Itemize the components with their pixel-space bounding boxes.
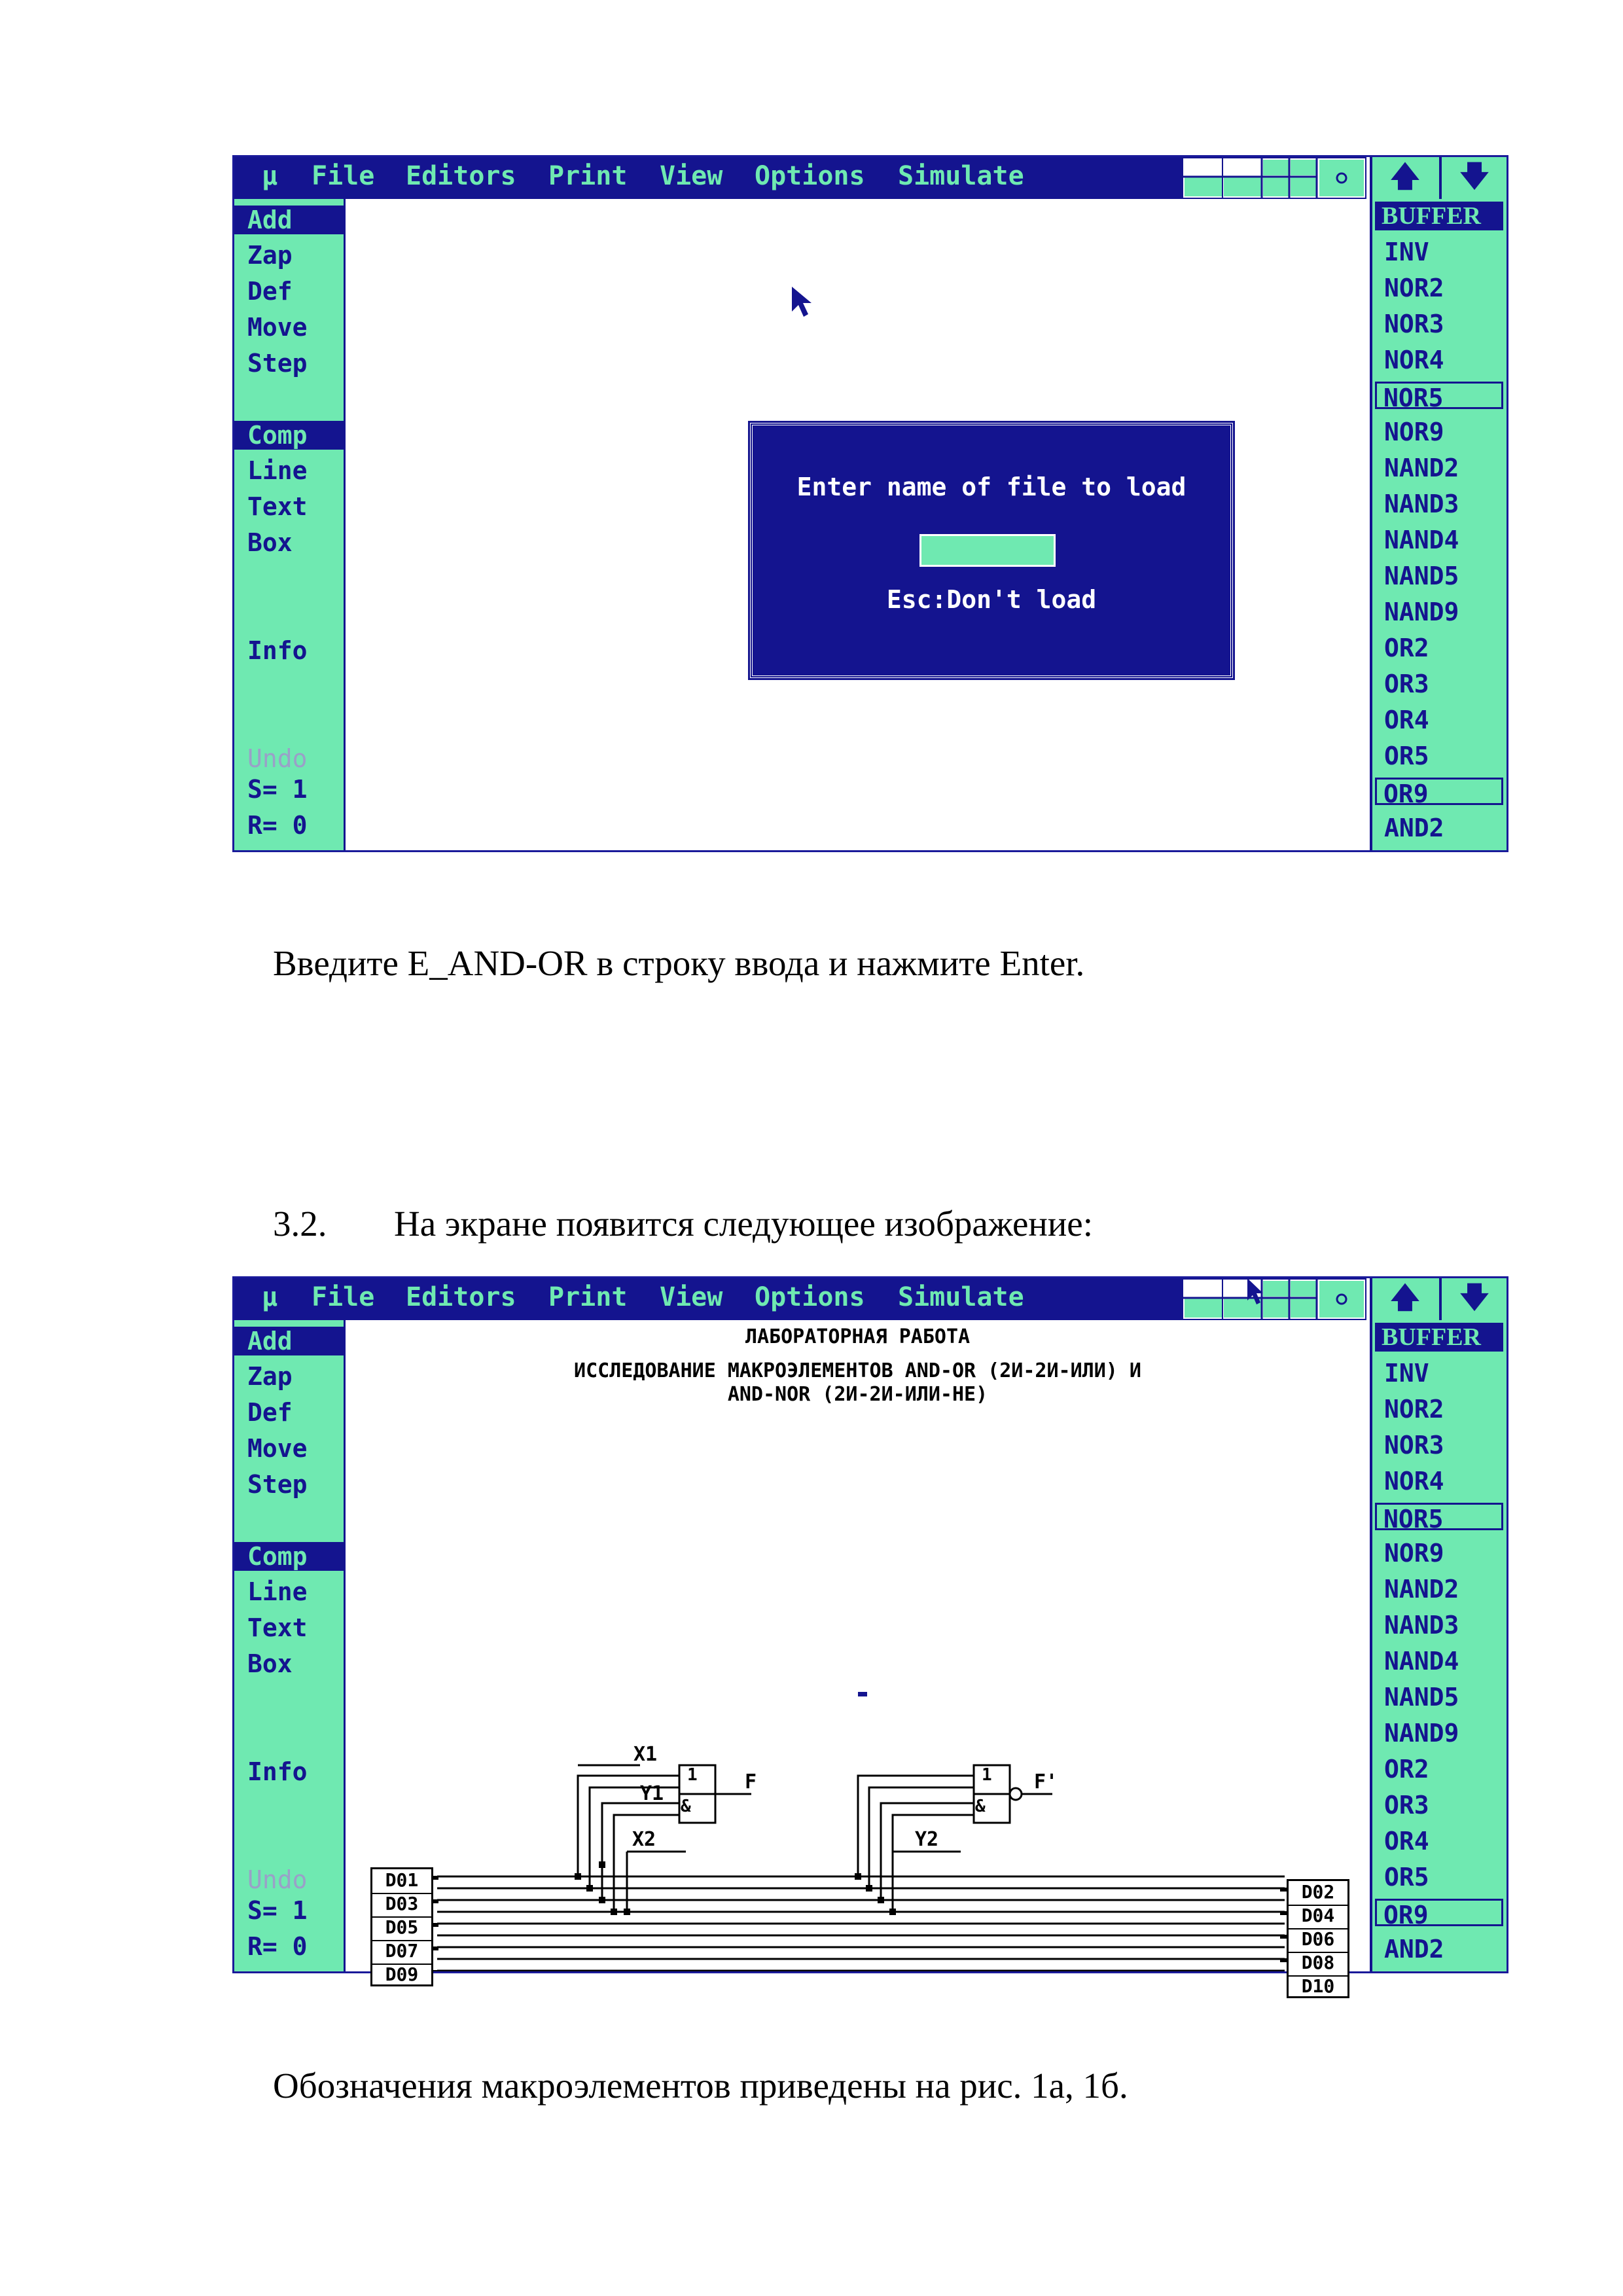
component-or3[interactable]: OR3	[1384, 1791, 1429, 1820]
tool-add[interactable]: Add	[234, 1327, 344, 1355]
component-nor5[interactable]: NOR5	[1375, 382, 1503, 409]
component-inv[interactable]: INV	[1384, 1359, 1429, 1388]
label-y1: Y1	[640, 1782, 664, 1805]
window-layout-icon[interactable]	[1183, 1278, 1365, 1320]
label-y2: Y2	[915, 1828, 939, 1851]
dialog-prompt: Enter name of file to load	[796, 473, 1186, 501]
component-nor3[interactable]: NOR3	[1384, 1431, 1444, 1460]
component-nor5[interactable]: NOR5	[1375, 1503, 1503, 1530]
component-or2[interactable]: OR2	[1384, 634, 1429, 662]
label-x2: X2	[632, 1828, 656, 1851]
scroll-down-icon[interactable]: 🡇	[1459, 1281, 1489, 1314]
circuit-title: ЛАБОРАТОРНАЯ РАБОТА	[745, 1325, 971, 1348]
scroll-arrows	[1370, 157, 1507, 199]
s-value: S= 1	[247, 775, 308, 804]
label-x1: X1	[633, 1743, 658, 1766]
scroll-up-icon[interactable]: 🡅	[1390, 1281, 1420, 1314]
circuit-diagram	[346, 1320, 1370, 1971]
component-nor4[interactable]: NOR4	[1384, 346, 1444, 374]
tool-line[interactable]: Line	[247, 456, 308, 485]
input-d03[interactable]: D03	[372, 1893, 431, 1918]
component-nand2[interactable]: NAND2	[1384, 454, 1459, 482]
tool-comp[interactable]: Comp	[234, 421, 344, 450]
component-and2[interactable]: AND2	[1384, 814, 1444, 842]
tool-panel	[234, 1320, 346, 1971]
drawing-canvas[interactable]	[346, 199, 1370, 850]
tool-step[interactable]: Step	[247, 1470, 308, 1499]
component-or2[interactable]: OR2	[1384, 1755, 1429, 1784]
component-nor3[interactable]: NOR3	[1384, 310, 1444, 338]
circuit-subtitle-2: AND-NOR (2И-2И-ИЛИ-НЕ)	[727, 1383, 988, 1406]
menu-editors[interactable]: Editors	[406, 1282, 516, 1312]
scroll-arrows	[1370, 1278, 1507, 1320]
load-file-dialog	[750, 423, 1233, 678]
tool-info[interactable]: Info	[247, 636, 308, 665]
menu-mu[interactable]: µ	[262, 1282, 278, 1312]
gate1-or-symbol: 1	[687, 1765, 698, 1785]
tool-info[interactable]: Info	[247, 1757, 308, 1786]
component-nand5[interactable]: NAND5	[1384, 562, 1459, 590]
menu-simulate[interactable]: Simulate	[898, 1282, 1024, 1312]
circuit-canvas[interactable]	[346, 1320, 1370, 1997]
instruction-text: Введите E_AND-OR в строку ввода и нажмите Enter.	[273, 943, 1085, 983]
component-nand5[interactable]: NAND5	[1384, 1683, 1459, 1712]
left-input-block	[370, 1867, 433, 1986]
label-f-prime: F'	[1034, 1770, 1058, 1793]
label-f: F	[745, 1770, 757, 1793]
gate1-and-symbol: &	[681, 1797, 691, 1816]
scroll-up-icon[interactable]: 🡅	[1390, 160, 1420, 193]
caption-text: Обозначения макроэлементов приведены на рис. 1а, 1б.	[273, 2066, 1128, 2106]
menu-mu[interactable]: µ	[262, 161, 278, 191]
r-value: R= 0	[247, 1932, 308, 1961]
menu-bar	[234, 157, 1366, 199]
component-nor4[interactable]: NOR4	[1384, 1467, 1444, 1496]
tool-move[interactable]: Move	[247, 313, 308, 342]
s-value: S= 1	[247, 1896, 308, 1925]
component-nand2[interactable]: NAND2	[1384, 1575, 1459, 1604]
gate2-or-symbol: 1	[982, 1765, 992, 1785]
input-d06[interactable]: D06	[1289, 1928, 1347, 1953]
section-text: На экране появится следующее изображение:	[394, 1204, 1093, 1244]
screenshot-2	[232, 1276, 1508, 1997]
menu-options[interactable]: Options	[755, 161, 865, 191]
r-value: R= 0	[247, 811, 308, 840]
input-d08[interactable]: D08	[1289, 1952, 1347, 1977]
component-list	[1370, 199, 1507, 850]
component-list	[1370, 1320, 1507, 1971]
component-or4[interactable]: OR4	[1384, 706, 1429, 734]
component-inv[interactable]: INV	[1384, 238, 1429, 266]
menu-print[interactable]: Print	[548, 161, 628, 191]
circuit-subtitle-1: ИССЛЕДОВАНИЕ МАКРОЭЛЕМЕНТОВ AND-OR (2И-2И-ИЛИ) И	[574, 1359, 1141, 1382]
tool-zap[interactable]: Zap	[247, 1362, 293, 1391]
dialog-escape-hint: Esc:Don't load	[886, 585, 1097, 614]
tool-line[interactable]: Line	[247, 1577, 308, 1606]
gate2-and-symbol: &	[975, 1797, 986, 1816]
input-d10[interactable]: D10	[1301, 1975, 1335, 1997]
tool-box[interactable]: Box	[247, 528, 293, 557]
tool-step[interactable]: Step	[247, 349, 308, 378]
menu-editors[interactable]: Editors	[406, 161, 516, 191]
input-d04[interactable]: D04	[1289, 1905, 1347, 1929]
component-nand9[interactable]: NAND9	[1384, 1719, 1459, 1748]
menu-options[interactable]: Options	[755, 1282, 865, 1312]
window-layout-icon[interactable]	[1183, 157, 1365, 199]
component-nand3[interactable]: NAND3	[1384, 490, 1459, 518]
component-nor2[interactable]: NOR2	[1384, 1395, 1444, 1424]
input-d09[interactable]: D09	[385, 1964, 419, 1985]
component-nor2[interactable]: NOR2	[1384, 274, 1444, 302]
input-d05[interactable]: D05	[372, 1916, 431, 1941]
tool-def[interactable]: Def	[247, 1398, 293, 1427]
component-buffer[interactable]: BUFFER	[1375, 202, 1503, 230]
filename-input[interactable]	[919, 534, 1056, 567]
component-nand3[interactable]: NAND3	[1384, 1611, 1459, 1640]
component-nand4[interactable]: NAND4	[1384, 1647, 1459, 1676]
tool-text[interactable]: Text	[247, 1613, 308, 1642]
component-nor9[interactable]: NOR9	[1384, 418, 1444, 446]
component-or9[interactable]: OR9	[1375, 1899, 1503, 1926]
component-nand9[interactable]: NAND9	[1384, 598, 1459, 626]
component-or4[interactable]: OR4	[1384, 1827, 1429, 1856]
menu-simulate[interactable]: Simulate	[898, 161, 1024, 191]
section-number: 3.2.	[273, 1204, 327, 1244]
tool-panel	[234, 199, 346, 850]
menu-view[interactable]: View	[660, 161, 723, 191]
tool-box[interactable]: Box	[247, 1649, 293, 1678]
menu-print[interactable]: Print	[548, 1282, 628, 1312]
component-nor9[interactable]: NOR9	[1384, 1539, 1444, 1568]
right-input-block	[1287, 1879, 1349, 1998]
mouse-cursor-icon	[791, 285, 817, 325]
tool-undo[interactable]: Undo	[247, 744, 308, 773]
input-d01[interactable]: D01	[372, 1869, 431, 1894]
component-or5[interactable]: OR5	[1384, 1863, 1429, 1892]
component-buffer[interactable]: BUFFER	[1375, 1323, 1503, 1352]
menu-file[interactable]: File	[312, 1282, 375, 1312]
tool-comp[interactable]: Comp	[234, 1542, 344, 1571]
component-or3[interactable]: OR3	[1384, 670, 1429, 698]
tool-text[interactable]: Text	[247, 492, 308, 521]
tool-zap[interactable]: Zap	[247, 241, 293, 270]
screenshot-1	[232, 155, 1508, 852]
component-and2[interactable]: AND2	[1384, 1935, 1444, 1964]
component-or5[interactable]: OR5	[1384, 742, 1429, 770]
menu-file[interactable]: File	[312, 161, 375, 191]
input-d07[interactable]: D07	[372, 1940, 431, 1965]
tool-undo[interactable]: Undo	[247, 1865, 308, 1894]
component-nand4[interactable]: NAND4	[1384, 526, 1459, 554]
scroll-down-icon[interactable]: 🡇	[1459, 160, 1489, 193]
menu-view[interactable]: View	[660, 1282, 723, 1312]
menu-bar	[234, 1278, 1366, 1320]
tool-move[interactable]: Move	[247, 1434, 308, 1463]
tool-def[interactable]: Def	[247, 277, 293, 306]
component-or9[interactable]: OR9	[1375, 778, 1503, 805]
tool-add[interactable]: Add	[234, 206, 344, 234]
input-d02[interactable]: D02	[1289, 1881, 1347, 1906]
